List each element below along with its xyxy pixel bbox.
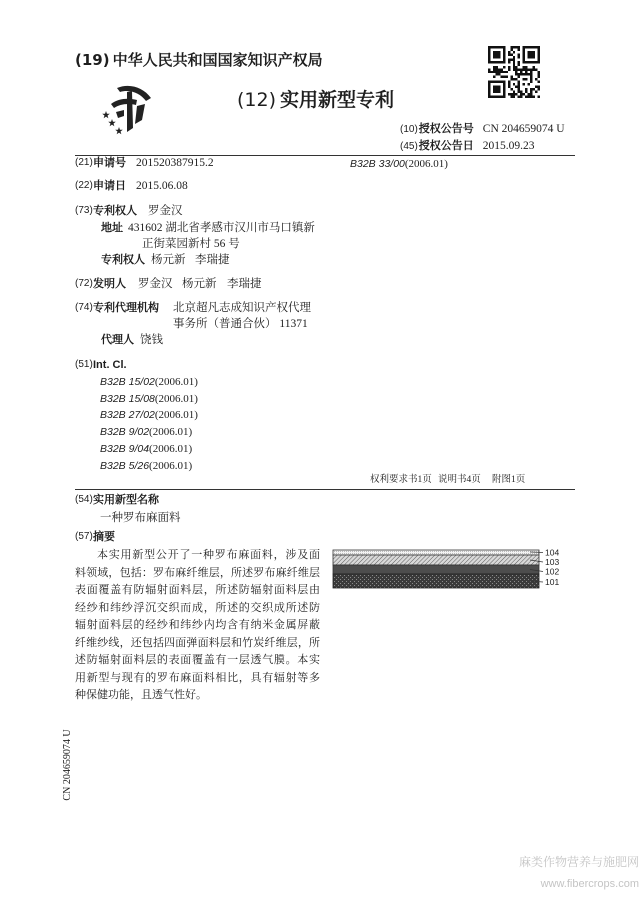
agency-label: 专利代理机构 <box>93 301 159 314</box>
publication-date-row <box>400 138 535 154</box>
title-code: (54) <box>75 494 93 505</box>
biblio-rule <box>75 489 575 490</box>
inventor-name: 杨元新 <box>182 278 217 290</box>
abstract-line: 纤维纱线，还包括四面弹面料层和竹炭纤维层，所 <box>75 636 320 649</box>
office-name: 中华人民共和国国家知识产权局 <box>112 51 323 69</box>
class-code: B32B 9/02 <box>100 426 150 438</box>
figure-label-101: 101 <box>545 577 560 587</box>
class-code: B32B 15/08 <box>100 393 155 405</box>
document-kind <box>237 88 394 112</box>
figure-label-102: 102 <box>545 566 560 577</box>
layer-102 <box>333 565 539 574</box>
co-patentee-name: 李瑞捷 <box>195 254 230 266</box>
logo-star-icon <box>115 127 123 134</box>
class-edition: (2006.01) <box>149 460 193 472</box>
abstract-line: 本实用新型公开了一种罗布麻面料，涉及面 <box>97 549 320 561</box>
patentee-value: 罗金汉 <box>148 205 183 217</box>
class-edition: (2006.01) <box>154 393 198 405</box>
logo-star-icon <box>108 119 116 126</box>
figure-label-104: 104 <box>545 547 560 558</box>
classification-entry <box>100 458 192 473</box>
classification-entry <box>100 441 192 456</box>
abstract-line: 料领域，包括：罗布麻纤维层，所述罗布麻纤维层 <box>75 566 320 579</box>
filing-date-label: 申请日 <box>93 179 126 192</box>
abstract-line: 用新型与现有的罗布麻面料相比，具有辐射等多 <box>75 671 320 684</box>
claims-page-count: 权利要求书1页 <box>370 475 432 485</box>
logo-vertical-bar <box>127 91 133 132</box>
pub-no-value: CN 204659074 U <box>482 123 565 135</box>
publication-number-row <box>400 121 565 137</box>
filing-date-code: (22) <box>75 180 93 191</box>
classification-entry <box>100 424 192 439</box>
co-patentee-name: 杨元新 <box>151 254 186 266</box>
figure-label-103: 103 <box>545 557 560 567</box>
class-edition: (2006.01) <box>154 376 198 388</box>
office-header <box>75 50 323 70</box>
main-class-edition: (2006.01) <box>404 158 448 170</box>
classification-entry <box>100 407 198 422</box>
patentee-code: (73) <box>75 205 93 216</box>
abstract-line: 辐射面料层的经纱和纬纱内均含有纳米金属屏蔽 <box>75 619 320 631</box>
abstract-line: 述防辐射面料层的表面覆盖有一层透气膜。本实 <box>75 654 320 666</box>
leader-line-104 <box>530 552 543 553</box>
logo-star-icon <box>102 111 110 118</box>
qr-modules <box>488 46 540 98</box>
abstract-line: 种保健功能，且透气性好。 <box>75 689 207 701</box>
watermark <box>519 854 639 892</box>
abstract-line: 表面覆盖有防辐射面料层，所述防辐射面料层由 <box>75 584 320 596</box>
filing-date-value: 2015.06.08 <box>136 180 188 192</box>
inventor-name: 罗金汉 <box>138 278 173 290</box>
abstract-line: 经纱和纬纱浮沉交织而成，所述的交织成所述防 <box>75 601 320 614</box>
pub-date-value: 2015.09.23 <box>482 140 535 152</box>
class-code: B32B 9/04 <box>100 443 150 455</box>
class-code: B32B 27/02 <box>100 409 155 421</box>
office-code: (19) <box>75 51 110 69</box>
abstract-code: (57) <box>75 531 93 542</box>
layer-104 <box>333 550 539 555</box>
inventors-label: 发明人 <box>93 277 126 290</box>
watermark-name: 麻类作物营养与施肥网 <box>518 855 639 869</box>
kind-name: 实用新型专利 <box>280 89 395 111</box>
agency-line: 北京超凡志成知识产权代理 <box>173 302 311 314</box>
main-classification <box>350 156 448 171</box>
classification-entry <box>100 374 198 389</box>
application-no-value: 201520387915.2 <box>136 157 214 169</box>
layer-103 <box>333 555 539 565</box>
drawings-page-count: 附图1页 <box>492 475 526 485</box>
class-edition: (2006.01) <box>149 426 193 438</box>
class-edition: (2006.01) <box>154 409 198 421</box>
pub-date-code: (45) <box>400 141 418 152</box>
agent-label: 代理人 <box>101 333 134 346</box>
title-value: 一种罗布麻面料 <box>100 512 181 524</box>
pub-no-code: (10) <box>400 124 418 135</box>
co-patentee-label: 专利权人 <box>101 253 145 266</box>
class-edition: (2006.01) <box>149 443 193 455</box>
pub-no-label: 授权公告号 <box>418 122 474 135</box>
int-cl-code: (51) <box>75 359 93 370</box>
logo-inner-block <box>116 110 124 118</box>
description-page-count: 说明书4页 <box>438 475 481 485</box>
address-label: 地址 <box>101 221 123 234</box>
application-no-code: (21) <box>75 157 93 168</box>
logo-mid-arc <box>111 99 137 108</box>
abstract-label: 摘要 <box>93 530 115 543</box>
address-line: 正街菜园新村 56 号 <box>142 238 240 250</box>
main-class-code: B32B 33/00 <box>350 158 405 170</box>
inventor-name: 李瑞捷 <box>227 278 262 290</box>
qr-code <box>488 46 540 98</box>
int-cl-label: Int. Cl. <box>93 359 127 371</box>
class-code: B32B 15/02 <box>100 376 155 388</box>
class-code: B32B 5/26 <box>100 460 150 472</box>
pub-date-label: 授权公告日 <box>418 139 474 152</box>
cnipa-logo <box>97 82 155 138</box>
agent-value: 饶钱 <box>140 334 163 346</box>
classification-entry <box>100 391 198 406</box>
side-publication-number: CN 204659074 U <box>62 729 73 801</box>
agency-code: (74) <box>75 302 93 313</box>
application-no-label: 申请号 <box>93 156 126 169</box>
layer-101 <box>333 574 539 588</box>
patentee-label: 专利权人 <box>93 204 137 217</box>
title-label: 实用新型名称 <box>93 493 159 506</box>
watermark-url: www.fibercrops.com <box>540 878 639 890</box>
inventors-code: (72) <box>75 278 93 289</box>
kind-code: (12) <box>237 89 277 111</box>
address-line: 431602 湖北省孝感市汉川市马口镇新 <box>128 222 315 234</box>
logo-top-arc <box>117 86 151 101</box>
logo-right-wedge <box>135 104 145 124</box>
agency-line: 事务所（普通合伙） 11371 <box>173 318 308 330</box>
layer-structure-figure <box>330 545 570 597</box>
